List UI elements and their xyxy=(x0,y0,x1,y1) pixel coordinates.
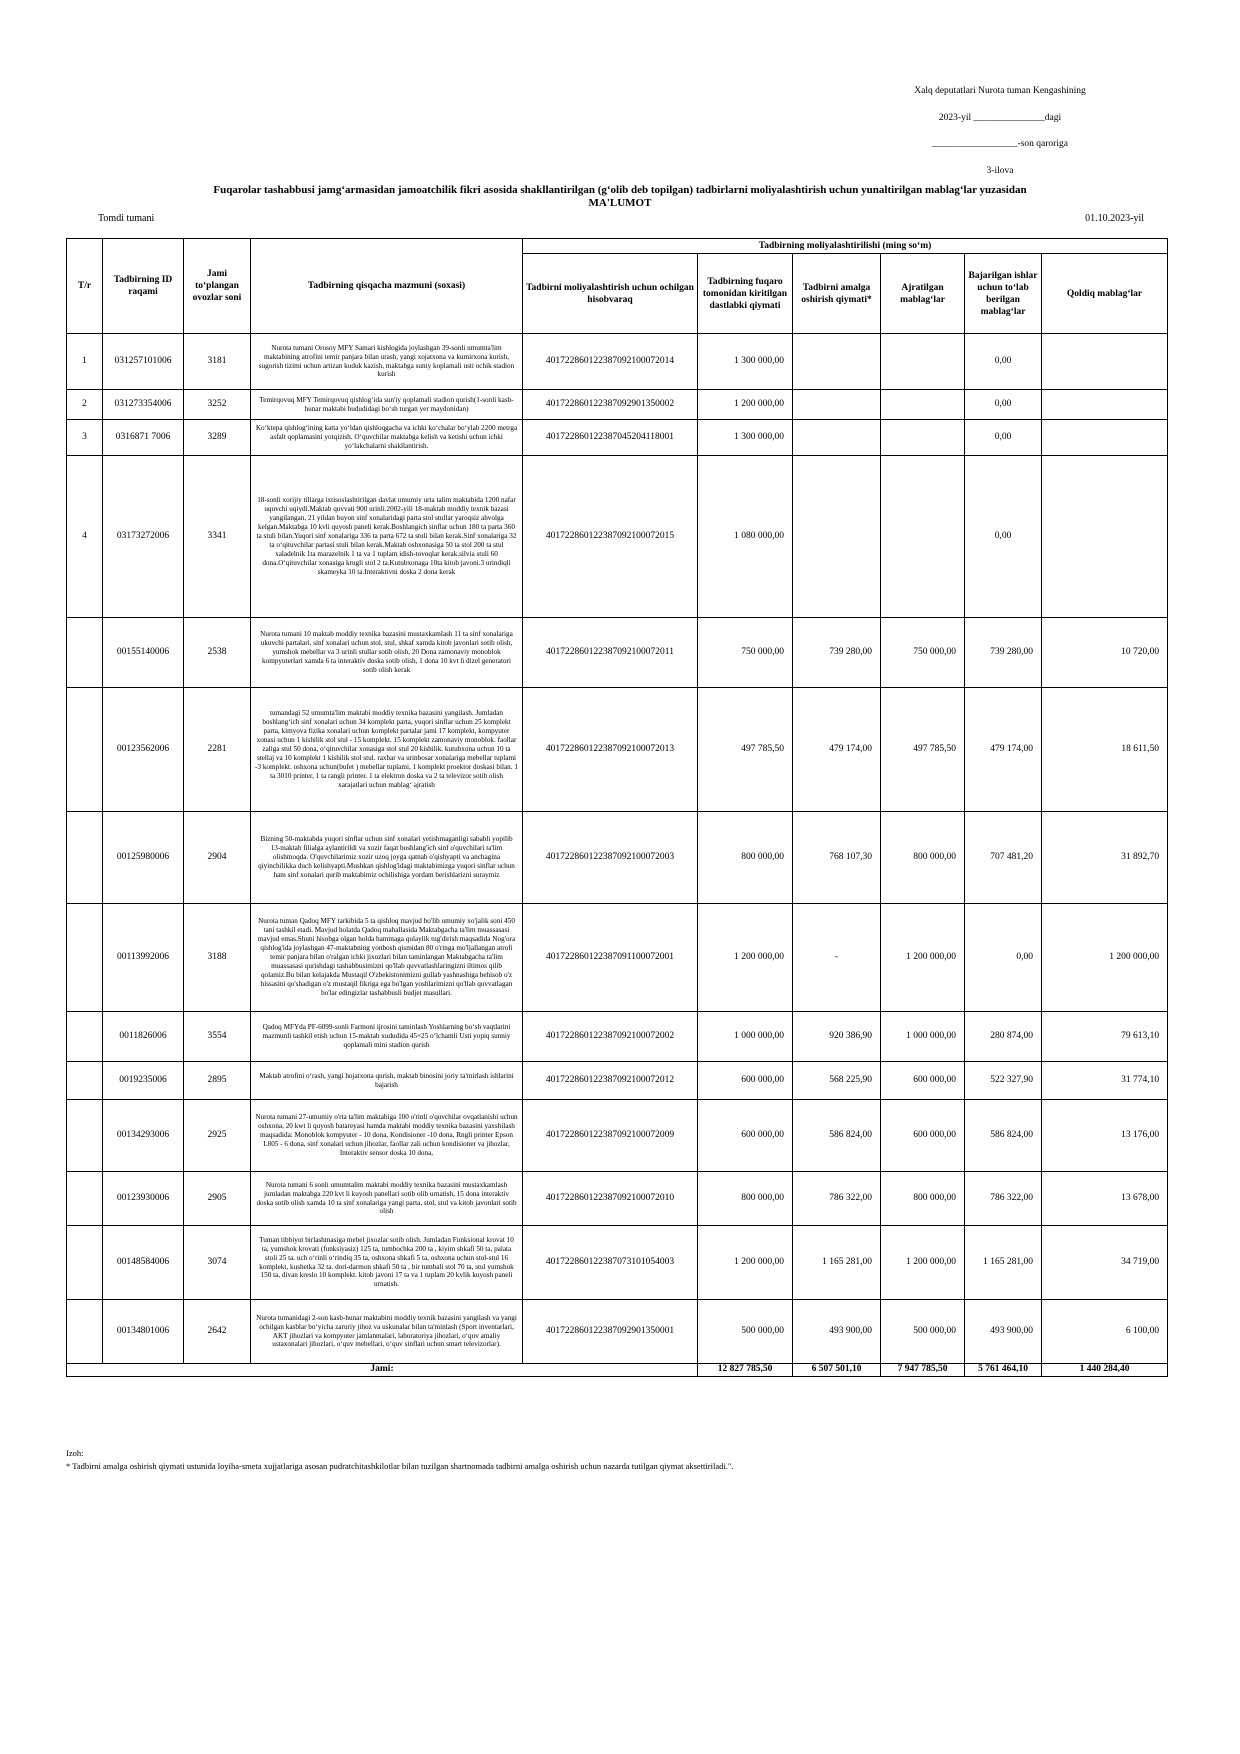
cell-id: 03173272006 xyxy=(103,456,184,618)
cell-paid: 0,00 xyxy=(965,904,1042,1012)
cell-paid: 0,00 xyxy=(965,334,1042,390)
cell-tr xyxy=(67,618,103,688)
header-line-4: 3-ilova xyxy=(986,165,1014,176)
cell-id: 031257101006 xyxy=(103,334,184,390)
cell-initial: 800 000,00 xyxy=(698,812,793,904)
cell-paid: 522 327,90 xyxy=(965,1062,1042,1100)
cell-desc: Ko‘ktepa qishlog‘ining katta yo‘ldan qishloqgacha va ichki ko‘chalar bo‘ylab 2200 metrga asfalt qoplamasini yotqizish. O‘quvchilar maktabga kelish va ketishi uchun ichki yo‘lakchalarni shakllantirish. xyxy=(251,420,523,456)
cell-account: 401722860122387092100072009 xyxy=(523,1100,698,1172)
cell-balance: 31 892,70 xyxy=(1042,812,1168,904)
cell-tr xyxy=(67,1012,103,1062)
table-row xyxy=(67,812,1168,904)
cell-paid: 0,00 xyxy=(965,390,1042,420)
approval-header xyxy=(890,78,1110,184)
cell-account: 401722860122387092100072012 xyxy=(523,1062,698,1100)
cell-desc: Nurota tumani 27-umumiy o'rta ta'lim maktabiga 100 o'rinli o'quvchilar ovqatlanishi uchun oshxona, 20 kwt li quyosh batareyasi hamda maktabi moddiy texnika bazasini yaxshilash maqsadida: Monoblok kompyuter - 10 dona, Kondisioner -10 dona, Rngli printer Epson L805 - 6 dona, sinf xonalari uchun jihozlar, faollar zali uchun kondisioner va jihozlar, Interaktiv sensor doska 10 dona, xyxy=(251,1100,523,1172)
table-row xyxy=(67,1300,1168,1364)
cell-paid: 707 481,20 xyxy=(965,812,1042,904)
cell-account: 401722860122387073101054003 xyxy=(523,1226,698,1300)
header-allocated: Ajratilgan mablag‘lar xyxy=(881,254,965,334)
table-row xyxy=(67,1172,1168,1226)
cell-desc: Tuman tibbiyot birlashmasiga mebel jixozlar sotib olish. Jumladan Funksional krovat 10 ta, yumshok krovati (funksiyasiz) 125 ta, tumbochka 200 ta , kiyim shkafi 50 ta, palata stoli 25 ta. uch o‘rinli o‘rindiq 35 ta, oshxona shkafi 5 ta, oshxona uchun stol-stul 16 komplekt, kushetka 32 ta. dori-darmon shkafi 50 ta , bir tumbali stol 70 ta, stul yumshok 150 ta, divan kreslo 10 komplekt. kitob javoni 17 ta va 1 tuplam 20 kvlik kuyosh paneli urnatish. xyxy=(251,1226,523,1300)
cell-votes: 3289 xyxy=(184,420,251,456)
document-title xyxy=(100,184,1140,210)
cell-id: 00134801006 xyxy=(103,1300,184,1364)
cell-paid: 479 174,00 xyxy=(965,688,1042,812)
cell-balance: 31 774,10 xyxy=(1042,1062,1168,1100)
cell-votes: 3554 xyxy=(184,1012,251,1062)
cell-votes: 2905 xyxy=(184,1172,251,1226)
cell-initial: 1 300 000,00 xyxy=(698,334,793,390)
cell-desc: tumandagi 52 umumta'lim maktabi moddiy texnika bazasini yangilash. Jumladan boshlang‘ich sinf xonalari uchun 34 komplekt parta, yuqori sinflar uchun 25 komplekt parta, kimyova fizika xonalari uchun komplekt partalar jami 17 komplekt, kompyuter xonasi uchun 1 kishilik stol stul - 15 komplekt. 15 komplekt zamonaviy monoblok. faollar zaliga stul 50 dona, o‘qituvchilar xonasiga stol stul 20 kishilik. kutubxona uchun 10 ta stellaj va 10 komplekt 1 kishilik stol stul. raxbar va urinbosar xonalariga mebellar tuplami -3 komplekt. oshxona uchun(bufet ) mebellar tuplami, 1 komplekt proektor doskasi bilan. 1 ta 3010 printer, 1 ta rangli printer. 1 ta elektron doska va 2 ta televizor sotib olish xarajatlari uchun mablag‘ ajratish xyxy=(251,688,523,812)
total-label: Jami: xyxy=(67,1364,698,1377)
table-row xyxy=(67,390,1168,420)
cell-cost xyxy=(793,420,881,456)
cell-balance: 10 720,00 xyxy=(1042,618,1168,688)
cell-votes: 3252 xyxy=(184,390,251,420)
notes xyxy=(66,1447,733,1473)
cell-id: 00123930006 xyxy=(103,1172,184,1226)
cell-id: 00125980006 xyxy=(103,812,184,904)
header-line-3: __________________-son qaroriga xyxy=(932,139,1068,149)
cell-account: 401722860122387045204118001 xyxy=(523,420,698,456)
cell-paid: 0,00 xyxy=(965,456,1042,618)
cell-desc: 18-sonli xorijiy tillarga ixtisoslashtirilgan davlat umumiy urta talim maktabida 1200 nafar uquvchi uqiydi.Maktab quvvati 900 urinli.2002-yili 18-maktab moddiy texnik bazasi yangilangan, 21 yildan buyon sinf xonalaridagi parta stol stullar yaroqsiz ahvolga kelgan.Maktabga 10 kvli quyosh paneli kerak.Boshlangich sinflar uchun 180 ta parta 360 ta stuli bilan.Yuqori sinf xonalariga 336 ta parta 672 ta stuli bilan kerak.Sinf xonalariga 32 ta o‘qituvchilar partasi stuli bilan kerak.Maktab oshxonasiga 50 ta stol 200 ta stul xaladelnik 1ta marazelnik 1 ta va 1 tuplam idish-tovoqlar kerak.silvia stuli 60 dona.O‘qituvchilar xonasiga krugli stol 2 ta.Kutubxonaga 10ta kitob javoni.3 urindiqli skameyka 10 ta.Interaktivni doska 2 dona kerak xyxy=(251,456,523,618)
cell-cost: - xyxy=(793,904,881,1012)
cell-desc: Qadoq MFYda PF-6099-sonli Farmoni ijrosini taminlash Yoshlarning bo‘sh vaqtlarini mazmunli tashkil etish uchun 15-maktab xududida 45×25 o‘lchamli Usti yopiq sunniy qoplamali mini stadion qurish xyxy=(251,1012,523,1062)
cell-allocated: 800 000,00 xyxy=(881,1172,965,1226)
cell-cost: 568 225,90 xyxy=(793,1062,881,1100)
cell-allocated xyxy=(881,420,965,456)
cell-tr xyxy=(67,1062,103,1100)
cell-id: 00123562006 xyxy=(103,688,184,812)
table-row xyxy=(67,1100,1168,1172)
cell-cost: 1 165 281,00 xyxy=(793,1226,881,1300)
cell-balance: 6 100,00 xyxy=(1042,1300,1168,1364)
cell-account: 401722860122387092100072015 xyxy=(523,456,698,618)
table-row xyxy=(67,334,1168,390)
cell-allocated xyxy=(881,390,965,420)
cell-id: 0011826006 xyxy=(103,1012,184,1062)
cell-initial: 800 000,00 xyxy=(698,1172,793,1226)
header-account: Tadbirni moliyalashtirish uchun ochilgan hisobvaraq xyxy=(523,254,698,334)
cell-paid: 0,00 xyxy=(965,420,1042,456)
cell-balance xyxy=(1042,390,1168,420)
total-balance: 1 440 284,40 xyxy=(1042,1364,1168,1377)
cell-id: 00134293006 xyxy=(103,1100,184,1172)
total-cost: 6 507 501,10 xyxy=(793,1364,881,1377)
total-initial: 12 827 785,50 xyxy=(698,1364,793,1377)
title-line-2: MA'LUMOT xyxy=(588,197,652,209)
total-allocated: 7 947 785,50 xyxy=(881,1364,965,1377)
cell-id: 00113992006 xyxy=(103,904,184,1012)
cell-desc: Nurota tuman Qadoq MFY tarkibida 5 ta qishloq mavjud bo'lib umumiy xo'jalik soni 450 tani tashkil etadi. Mavjud holatda Qadoq mahallasida Maktabgacha ta'lim muassasasi mavjud emas.Shuni hisobga olgan holda hammaga qulaylik tug'dirish maqsadida Nog'ora qishlog'ida joylashgan 47-maktabning yonbosh qismidan 80 o'ringa mo'ljallangan atrofi temir panjara bilan o'ralgan ichki jixozlari bilan taminlangan Maktabgacha ta'lim muassasasi qurishdagi tashabbusimizni qo'llab quvvatlashlaringizni iltimos qilib qolamiz.Bu bilan kelajakda Mustaqil O'zbekistonimizni gullab yashnashiga behisob o'z hissasini qo'shadigan o'z mustaqil fikriga ega bo'lgan yoshlarimizni qo'llab quvvatlagan bo'lar edingizlar tashabbusli budjet masullari. xyxy=(251,904,523,1012)
cell-id: 0316871 7006 xyxy=(103,420,184,456)
cell-cost xyxy=(793,334,881,390)
cell-initial: 1 200 000,00 xyxy=(698,1226,793,1300)
header-line-1: Xalq deputatlari Nurota tuman Kengashining xyxy=(914,86,1086,96)
cell-initial: 600 000,00 xyxy=(698,1062,793,1100)
table-row xyxy=(67,1226,1168,1300)
cell-initial: 750 000,00 xyxy=(698,618,793,688)
cell-tr xyxy=(67,812,103,904)
table-row xyxy=(67,1012,1168,1062)
cell-paid: 739 280,00 xyxy=(965,618,1042,688)
header-paid: Bajarilgan ishlar uchun to‘lab berilgan mablag‘lar xyxy=(965,254,1042,334)
cell-initial: 600 000,00 xyxy=(698,1100,793,1172)
cell-votes: 3181 xyxy=(184,334,251,390)
cell-balance xyxy=(1042,334,1168,390)
cell-allocated: 1 200 000,00 xyxy=(881,1226,965,1300)
title-line-1: Fuqarolar tashabbusi jamg‘armasidan jamoatchilik fikri asosida shakllantirilgan (g‘olib deb topilgan) tadbirlarni moliyalashtirish uchun yunaltirilgan mablag‘lar yuzasidan xyxy=(213,184,1027,196)
cell-initial: 1 000 000,00 xyxy=(698,1012,793,1062)
cell-votes: 2538 xyxy=(184,618,251,688)
cell-desc: Temirqovuq MFY Temirqovuq qishlog‘ida sun'iy qoplamali stadion qurish(1-sonli kasb-hunar maktabi hududidagi bo‘sh turgan yer maydonidan) xyxy=(251,390,523,420)
cell-balance: 1 200 000,00 xyxy=(1042,904,1168,1012)
table-row xyxy=(67,618,1168,688)
cell-allocated: 750 000,00 xyxy=(881,618,965,688)
cell-desc: Bizning 50-maktabda yuqori sinflar uchun sinf xonalari yetishmaganligi sababli yopilib 13-maktab filialga aylantirildi va xozir faqat boshlang'ich sinf o'quvchilari ta'lim olishmoqda. O'quvchilarimiz xozir uzoq joyga qatnab o'qishyapti va anchagina qiyinchilikka duch kelishyapti.Mushkan qishlog'idagi maktabimizga yuqori sinflar uchun ham sinf xonalari qurib maktabimiz ochilishiga yordam berishlarizni suraymiz xyxy=(251,812,523,904)
cell-votes: 2895 xyxy=(184,1062,251,1100)
cell-votes: 2281 xyxy=(184,688,251,812)
cell-allocated xyxy=(881,456,965,618)
cell-cost: 786 322,00 xyxy=(793,1172,881,1226)
header-desc: Tadbirning qisqacha mazmuni (soxasi) xyxy=(251,239,523,334)
cell-tr xyxy=(67,688,103,812)
cell-tr xyxy=(67,1226,103,1300)
cell-initial: 1 080 000,00 xyxy=(698,456,793,618)
cell-paid: 786 322,00 xyxy=(965,1172,1042,1226)
header-line-2: 2023-yil _______________dagi xyxy=(938,112,1062,123)
table-row xyxy=(67,456,1168,618)
cell-desc: Nurota tumanidagi 2-son kasb-hunar maktabini moddiy texnik bazasini yangilash va yangi ochilgan kasblar bo‘yicha zaruriy jihoz va uskunalar bilan ta'minlash (Sport inventarlari, AKT jihozlari va kompyuter jamlanmalari, laboratoriya jihozlari, o‘quv amaliy ustaxonalari jihozlari, o‘quv mebellari, o‘quv sinflari uchun smart televizorlar). xyxy=(251,1300,523,1364)
cell-initial: 1 200 000,00 xyxy=(698,390,793,420)
cell-initial: 500 000,00 xyxy=(698,1300,793,1364)
header-id: Tadbirning ID raqami xyxy=(103,239,184,334)
cell-tr xyxy=(67,1100,103,1172)
cell-cost: 739 280,00 xyxy=(793,618,881,688)
cell-cost: 586 824,00 xyxy=(793,1100,881,1172)
cell-tr xyxy=(67,904,103,1012)
cell-desc: Maktab atrofini o‘rash, yangi hojatxona qurish, maktab binosini joriy ta'mirlash ishlarini bajarish xyxy=(251,1062,523,1100)
cell-account: 401722860122387092901350001 xyxy=(523,1300,698,1364)
cell-account: 401722860122387092901350002 xyxy=(523,390,698,420)
header-tr: T/r xyxy=(67,239,103,334)
cell-account: 401722860122387092100072014 xyxy=(523,334,698,390)
cell-allocated: 497 785,50 xyxy=(881,688,965,812)
cell-initial: 1 200 000,00 xyxy=(698,904,793,1012)
cell-paid: 493 900,00 xyxy=(965,1300,1042,1364)
cell-balance xyxy=(1042,456,1168,618)
cell-tr: 2 xyxy=(67,390,103,420)
cell-allocated: 600 000,00 xyxy=(881,1100,965,1172)
cell-votes: 3188 xyxy=(184,904,251,1012)
district-name: Tomdi tumani xyxy=(98,213,155,224)
cell-votes: 2925 xyxy=(184,1100,251,1172)
cell-votes: 3341 xyxy=(184,456,251,618)
funding-table xyxy=(66,238,1168,1377)
cell-tr: 1 xyxy=(67,334,103,390)
table-row xyxy=(67,904,1168,1012)
cell-cost: 493 900,00 xyxy=(793,1300,881,1364)
cell-allocated xyxy=(881,334,965,390)
cell-desc: Nurota tumani 6 sonli umumtalim maktabi moddiy texnika bazasini mustaxkamlash jumladan maktabga 220 kvt li kuyosh panellari sotib olib urnatish, 15 dona interaktiv doska sotib olish xamda 10 ta sinf xonalariga yangi parta, stol, stul va kitob javonlari sotib olish xyxy=(251,1172,523,1226)
total-row xyxy=(67,1364,1168,1377)
cell-account: 401722860122387092100072010 xyxy=(523,1172,698,1226)
cell-cost: 768 107,30 xyxy=(793,812,881,904)
cell-votes: 2904 xyxy=(184,812,251,904)
header-initial: Tadbirning fuqaro tomonidan kiritilgan dastlabki qiymati xyxy=(698,254,793,334)
cell-paid: 280 874,00 xyxy=(965,1012,1042,1062)
cell-allocated: 600 000,00 xyxy=(881,1062,965,1100)
notes-label: Izoh: xyxy=(66,1448,84,1458)
cell-balance: 13 678,00 xyxy=(1042,1172,1168,1226)
total-paid: 5 761 464,10 xyxy=(965,1364,1042,1377)
cell-initial: 497 785,50 xyxy=(698,688,793,812)
cell-allocated: 1 000 000,00 xyxy=(881,1012,965,1062)
cell-tr: 3 xyxy=(67,420,103,456)
cell-cost: 920 386,90 xyxy=(793,1012,881,1062)
report-date: 01.10.2023-yil xyxy=(1085,213,1144,224)
table-row xyxy=(67,688,1168,812)
cell-balance xyxy=(1042,420,1168,456)
table-row xyxy=(67,420,1168,456)
cell-allocated: 1 200 000,00 xyxy=(881,904,965,1012)
header-financing-group: Tadbirning moliyalashtirilishi (ming so‘m) xyxy=(523,239,1168,254)
cell-votes: 3074 xyxy=(184,1226,251,1300)
cell-tr xyxy=(67,1300,103,1364)
cell-balance: 13 176,00 xyxy=(1042,1100,1168,1172)
cell-account: 401722860122387092100072002 xyxy=(523,1012,698,1062)
cell-account: 401722860122387092100072013 xyxy=(523,688,698,812)
cell-cost: 479 174,00 xyxy=(793,688,881,812)
cell-id: 00155140006 xyxy=(103,618,184,688)
cell-balance: 34 719,00 xyxy=(1042,1226,1168,1300)
cell-id: 00148584006 xyxy=(103,1226,184,1300)
table-row xyxy=(67,1062,1168,1100)
cell-desc: Nurota tumani 10 maktab moddiy texnika bazasini mustaxkamlash 11 ta sinf xonalariga ukuvchi partalari, sinf xonalari uchun stol, stul, shkaf xamda kitob javonlari sotib olish, yumshok mebellar va 3 urinli stullar sotib olish, 20 Dona zamonaviy monoblok kompyuterlari xamda 6 ta interaktiv doska sotib olish, 1 dona 10 kvt li dizel generatori sotib olish kerak xyxy=(251,618,523,688)
cell-cost xyxy=(793,456,881,618)
cell-account: 401722860122387091100072001 xyxy=(523,904,698,1012)
cell-account: 401722860122387092100072011 xyxy=(523,618,698,688)
cell-allocated: 800 000,00 xyxy=(881,812,965,904)
header-balance: Qoldiq mablag‘lar xyxy=(1042,254,1168,334)
cell-allocated: 500 000,00 xyxy=(881,1300,965,1364)
cell-cost xyxy=(793,390,881,420)
cell-id: 0019235006 xyxy=(103,1062,184,1100)
cell-desc: Nurota tumani Orosoy MFY Samari kishlogida joylashgan 39-sonli umumta'lim maktabining atrofini temir panjara bilan urash, yangi xojatxona va kumirxona kurish, sugorish tizimi uchun artizan kuduk kazish, maktabga suniy koplamali usti ochik stadion kurish xyxy=(251,334,523,390)
cell-votes: 2642 xyxy=(184,1300,251,1364)
cell-paid: 1 165 281,00 xyxy=(965,1226,1042,1300)
cell-id: 031273354006 xyxy=(103,390,184,420)
cell-tr: 4 xyxy=(67,456,103,618)
cell-tr xyxy=(67,1172,103,1226)
header-cost: Tadbirni amalga oshirish qiymati* xyxy=(793,254,881,334)
header-votes: Jami to‘plangan ovozlar soni xyxy=(184,239,251,334)
cell-account: 401722860122387092100072003 xyxy=(523,812,698,904)
notes-text: * Tadbirni amalga oshirish qiymati ustunida loyiha-smeta xujjatlariga asosan pudratchitashkilotlar bilan tuzilgan shartnomada tadbirni amalga oshirish uchun nazarda tutilgan qiymat aksettiriladi.". xyxy=(66,1461,734,1471)
cell-balance: 79 613,10 xyxy=(1042,1012,1168,1062)
cell-paid: 586 824,00 xyxy=(965,1100,1042,1172)
cell-balance: 18 611,50 xyxy=(1042,688,1168,812)
cell-initial: 1 300 000,00 xyxy=(698,420,793,456)
